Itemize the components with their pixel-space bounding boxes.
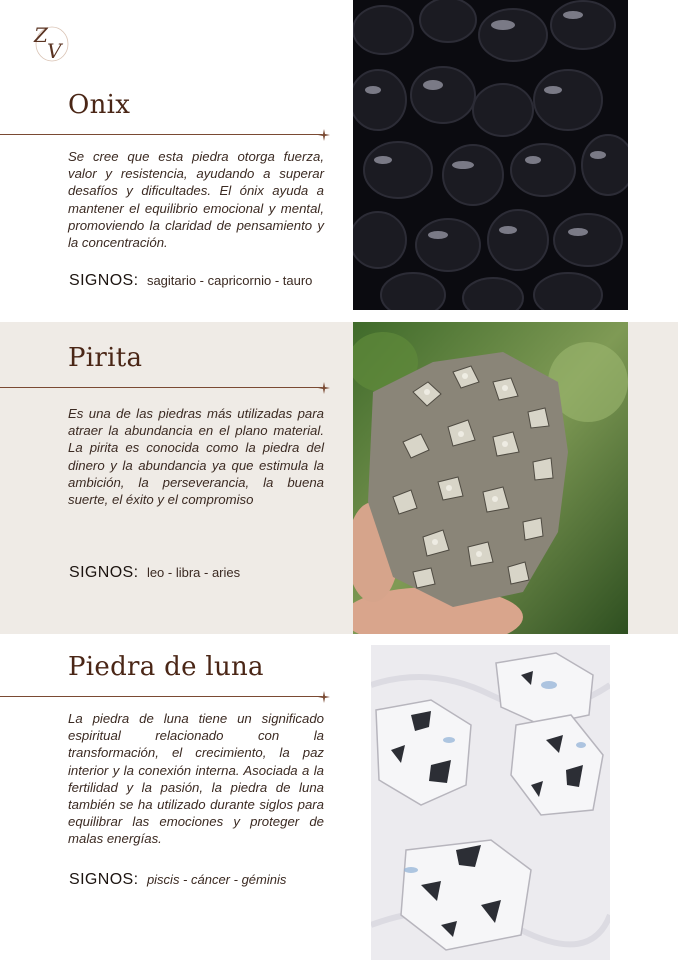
title-rule-onix [0, 134, 322, 135]
signs-value: piscis - cáncer - géminis [146, 872, 287, 887]
photo-piedra-de-luna [371, 645, 610, 960]
sparkle-icon [318, 382, 330, 394]
svg-text:Z: Z [34, 23, 48, 47]
stone-signs-pirita [69, 564, 240, 582]
photo-onix [353, 0, 628, 310]
sparkle-icon [318, 129, 330, 141]
stone-description-pirita: Es una de las piedras más utilizadas para atraer la abundancia en el plano material. La pirita es conocida como la piedra del dinero y la abundancia ya que estimula la ambición, la perseverancia, la buena suerte, el éxito y el compromiso [68, 406, 324, 508]
signs-label: SIGNOS: [69, 272, 139, 289]
svg-text:V: V [47, 39, 62, 63]
signs-label: SIGNOS: [69, 564, 139, 581]
title-rule-piedra-de-luna [0, 696, 322, 697]
stone-title-onix: Onix [68, 90, 131, 120]
signs-value: sagitario - capricornio - tauro [146, 273, 313, 288]
title-rule-pirita [0, 387, 322, 388]
photo-pirita [353, 322, 628, 634]
stone-signs-onix [69, 272, 312, 290]
stone-signs-piedra-de-luna [69, 871, 286, 889]
signs-label: SIGNOS: [69, 871, 139, 888]
stone-description-piedra-de-luna: La piedra de luna tiene un significado espiritual relacionado con la transformación, el crecimiento, la paz interior y la conexión interna. Asociada a la fertilidad y la pasión, la piedra de luna también se ha utilizado durante siglos para equilibrar las emociones y proteger de malas energías. [68, 711, 324, 847]
sparkle-icon [318, 691, 330, 703]
stone-description-onix: Se cree que esta piedra otorga fuerza, valor y resistencia, ayudando a superar desafíos y dificultades. El ónix ayuda a mantener el equilibrio emocional y mental, promoviendo la claridad de pensamiento y la concentración. [68, 149, 324, 251]
brand-logo [30, 20, 72, 64]
stone-title-piedra-de-luna: Piedra de luna [68, 652, 264, 682]
signs-value: leo - libra - aries [146, 565, 241, 580]
stone-title-pirita: Pirita [68, 343, 143, 373]
